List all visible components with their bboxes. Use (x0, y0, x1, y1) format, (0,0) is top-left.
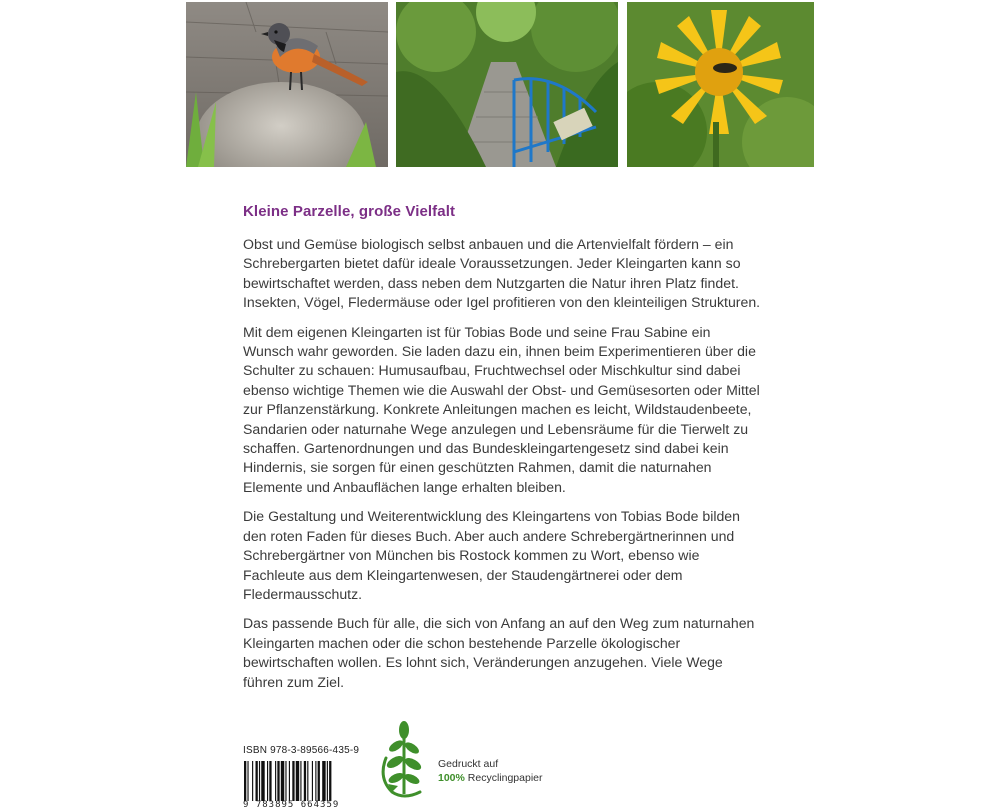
isbn-block (243, 745, 361, 810)
redstart-bird-photo (186, 2, 388, 167)
recycling-percent: 100% (438, 772, 465, 784)
isbn-number: ISBN 978-3-89566-435-9 (243, 745, 360, 756)
paragraph: Mit dem eigenen Kleingarten ist für Tobias Bode und seine Frau Sabine ein Wunsch wahr geworden. Sie laden dazu ein, ihnen beim Experimentieren über die Schulter zu schauen: Humusaufbau, Fruchtwechsel oder Mischkultur sind dabei ebenso wichtige Themen wie die Auswahl der Obst- und Gemüsesorten oder Mittel zur Pflanzenstärkung. Konkrete Anleitungen machen es leicht, Wildstaudenbeete, Sandarien oder naturnahe Wege anzulegen und Lebensräume für die Tierwelt zu schaffen. Gartenordnungen und das Bundeskleingartengesetz sind dabei kein Hindernis, sie sorgen für einen geschützten Rahmen, damit die naturnahen Elemente und Anbauflächen lange erhalten bleiben. (243, 323, 760, 495)
barcode-digits: 9 783895 664359 (243, 800, 340, 810)
yellow-flower-photo (627, 2, 814, 167)
back-cover-text (243, 202, 763, 702)
paragraph: Das passende Buch für alle, die sich von Anfang an auf den Weg zum naturnahen Kleingarten machen oder die schon bestehende Parzelle ökologischer bewirtschaften wollen. Es lohnt sich, Veränderungen anzugehen. Viele Wege führen zum Ziel. (243, 615, 755, 690)
garden-path-photo (396, 2, 618, 167)
section-heading: Kleine Parzelle, große Vielfalt (243, 203, 456, 220)
barcode (243, 761, 361, 801)
paragraph: Die Gestaltung und Weiterentwicklung des Kleingartens von Tobias Bode bilden den roten Faden für dieses Buch. Aber auch andere Schrebergärtnerinnen und Schrebergärtner von München bis Rostock kommen zu Wort, ebenso wie Fachleute aus dem Kleingartenwesen, der Staudengärtnerei oder dem Fledermausschutz. (243, 508, 740, 602)
recycling-label-line1: Gedruckt auf (438, 758, 499, 770)
recycling-label-line2 (438, 772, 542, 784)
paragraph: Obst und Gemüse biologisch selbst anbauen und die Artenvielfalt fördern – ein Schrebergarten bietet dafür ideale Voraussetzungen. Jeder Kleingarten kann so bewirtschaftet werden, dass neben dem Nutzgarten die Natur ihren Platz findet. Insekten, Vögel, Fledermäuse oder Igel profitieren von den kleinteiligen Strukturen. (243, 236, 761, 311)
plant-sprout-icon (374, 718, 434, 798)
recycling-paper-mark (374, 718, 574, 798)
recycling-text: Recyclingpapier (464, 772, 543, 784)
